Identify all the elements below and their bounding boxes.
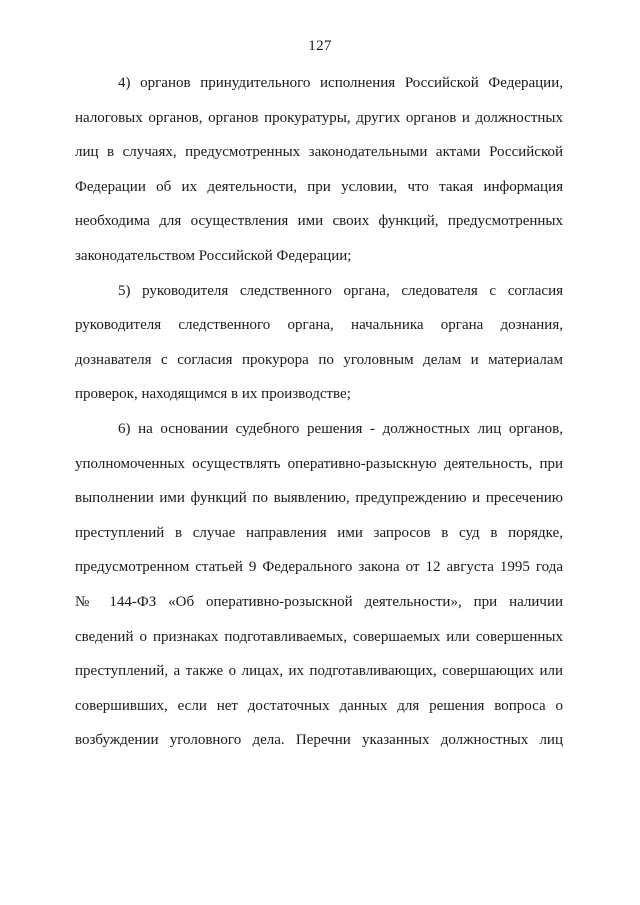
text-line: Федерации об их деятельности, при условии, что такая информация: [75, 178, 563, 195]
text-line: уполномоченных осуществлять оперативно-разыскную деятельность, при: [75, 455, 563, 472]
page-number: 127: [308, 38, 332, 54]
text-line: совершивших, если нет достаточных данных для решения вопроса о: [75, 697, 563, 714]
text-line: дознавателя с согласия прокурора по уголовным делам и материалам: [75, 351, 563, 368]
text-line: 5) руководителя следственного органа, следователя с согласия: [118, 282, 563, 299]
text-line: 6) на основании судебного решения - должностных лиц органов,: [118, 420, 563, 437]
text-line: возбуждении уголовного дела. Перечни указанных должностных лиц: [75, 732, 563, 749]
text-line: законодательством Российской Федерации;: [75, 247, 352, 264]
paragraph-item-6: [75, 412, 563, 758]
text-line: № 144-ФЗ «Об оперативно-розыскной деятельности», при наличии: [75, 593, 563, 610]
text-line: предусмотренном статьей 9 Федерального закона от 12 августа 1995 года: [75, 559, 563, 576]
paragraph-item-5: [75, 274, 563, 412]
text-line: налоговых органов, органов прокуратуры, других органов и должностных: [75, 109, 563, 126]
text-line: преступлений, а также о лицах, их подготавливающих, совершающих или: [75, 663, 563, 680]
text-line: 4) органов принудительного исполнения Российской Федерации,: [118, 75, 563, 91]
text-line: выполнении ими функций по выявлению, предупреждению и пресечению: [75, 490, 563, 507]
document-body: [75, 66, 563, 758]
text-line: сведений о признаках подготавливаемых, совершаемых или совершенных: [75, 628, 563, 645]
text-line: преступлений в случае направления ими запросов в суд в порядке,: [75, 524, 563, 541]
text-line: лиц в случаях, предусмотренных законодательными актами Российской: [75, 144, 563, 161]
text-line: проверок, находящимся в их производстве;: [75, 386, 351, 403]
paragraph-item-4: [75, 66, 563, 274]
text-line: руководителя следственного органа, начальника органа дознания,: [75, 317, 563, 334]
text-line: необходима для осуществления ими своих функций, предусмотренных: [75, 213, 563, 230]
